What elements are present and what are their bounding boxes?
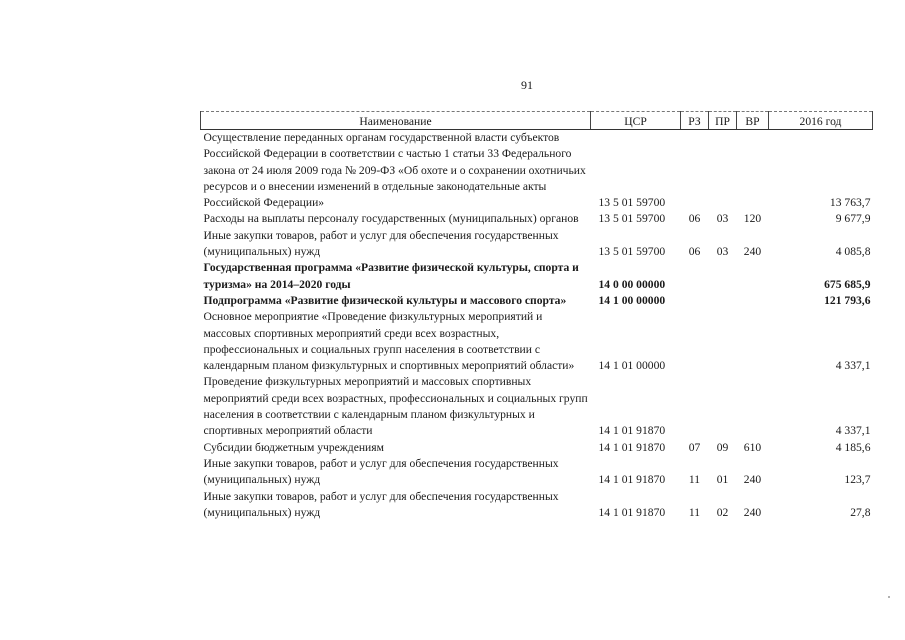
table-row [201,130,873,212]
column-header-amount: 2016 год [769,112,873,130]
cell-pr: 01 [716,473,729,487]
cell-csr: 13 5 01 59700 [598,196,666,210]
table-row [201,293,873,309]
cell-pr: 03 [716,212,729,226]
cell-amount: 4 085,8 [835,245,871,259]
cell-amount: 675 685,9 [824,277,871,291]
cell-name: Иные закупки товаров, работ и услуг для обеспечения государственных (муниципальных) нужд [203,489,559,519]
cell-csr: 14 1 00 00000 [598,293,666,307]
cell-name: Расходы на выплаты персоналу государственных (муниципальных) органов [203,212,579,226]
cell-amount: 4 337,1 [835,359,871,373]
table-row [201,309,873,374]
page-number: 91 [521,78,533,92]
cell-rz: 06 [688,212,701,226]
budget-table [200,111,873,521]
cell-vr: 240 [743,473,762,487]
column-header-pr: ПР [709,112,737,130]
cell-name: Подпрограмма «Развитие физической культуры и массового спорта» [203,293,567,307]
cell-csr: 14 1 01 91870 [598,440,666,454]
cell-csr: 13 5 01 59700 [598,245,666,259]
table-row [201,456,873,489]
cell-amount: 13 763,7 [829,196,871,210]
cell-pr [709,260,737,293]
cell-amount: 121 793,6 [824,293,871,307]
cell-name: Проведение физкультурных мероприятий и массовых спортивных мероприятий среди всех возрастных, профессиональных и социальных групп населения в соответствии с календарным планом физкультурных и спортивных мероприятий области [203,375,588,438]
cell-rz: 07 [688,440,701,454]
cell-pr: 09 [716,440,729,454]
cell-name: Субсидии бюджетным учреждениям [203,440,384,454]
scan-artifact [888,596,890,598]
column-header-vr: ВР [737,112,769,130]
cell-amount: 4 337,1 [835,424,871,438]
cell-vr [737,374,769,439]
cell-rz [681,293,709,309]
cell-amount: 9 677,9 [835,212,871,226]
cell-name: Государственная программа «Развитие физической культуры, спорта и туризма» на 2014–2020 годы [203,261,579,291]
cell-csr: 14 0 00 00000 [598,277,666,291]
cell-rz [681,130,709,212]
cell-vr: 240 [743,505,762,519]
table-row [201,260,873,293]
cell-vr: 610 [743,440,762,454]
cell-vr [737,293,769,309]
cell-pr: 03 [716,245,729,259]
cell-csr: 14 1 01 00000 [598,359,666,373]
cell-csr: 14 1 01 91870 [598,424,666,438]
cell-name: Иные закупки товаров, работ и услуг для обеспечения государственных (муниципальных) нужд [203,456,559,487]
cell-amount: 27,8 [850,505,871,519]
cell-pr [709,130,737,212]
cell-name: Осуществление переданных органам государственной власти субъектов Российской Федерации в соответствии с частью 1 статьи 33 Федерального закона от 24 июля 2009 года № 209-ФЗ «Об охоте и о сохранении охотничьих ресурсов и о внесении изменений в отдельные законодательные акты Российской Федерации» [203,131,586,210]
header-row [201,112,873,130]
table-row [201,440,873,456]
cell-rz: 06 [688,245,701,259]
table-row [201,228,873,261]
table-row [201,489,873,522]
cell-pr: 02 [716,505,729,519]
column-header-rz: РЗ [681,112,709,130]
cell-pr [709,293,737,309]
table-row [201,211,873,227]
cell-pr [709,374,737,439]
column-header-name: Наименование [201,112,591,130]
cell-csr: 13 5 01 59700 [598,212,666,226]
cell-csr: 14 1 01 91870 [598,473,666,487]
cell-rz: 11 [688,473,701,487]
cell-rz [681,309,709,374]
cell-vr [737,309,769,374]
column-header-csr: ЦСР [591,112,681,130]
cell-vr [737,130,769,212]
cell-vr [737,260,769,293]
table-header [201,112,873,130]
cell-vr: 240 [743,245,762,259]
cell-name: Иные закупки товаров, работ и услуг для обеспечения государственных (муниципальных) нужд [203,228,559,259]
cell-rz [681,374,709,439]
cell-name: Основное мероприятие «Проведение физкультурных мероприятий и массовых спортивных мероприятий среди всех возрастных, профессиональных и социальных групп населения в соответствии с календарным планом физкультурных и спортивных мероприятий области» [203,310,575,373]
cell-pr [709,309,737,374]
cell-csr: 14 1 01 91870 [598,505,666,519]
cell-amount: 4 185,6 [835,440,871,454]
cell-vr: 120 [743,212,762,226]
cell-rz [681,260,709,293]
table-row [201,374,873,439]
cell-amount: 123,7 [844,473,871,487]
table-body [201,130,873,522]
cell-rz: 11 [688,505,701,519]
